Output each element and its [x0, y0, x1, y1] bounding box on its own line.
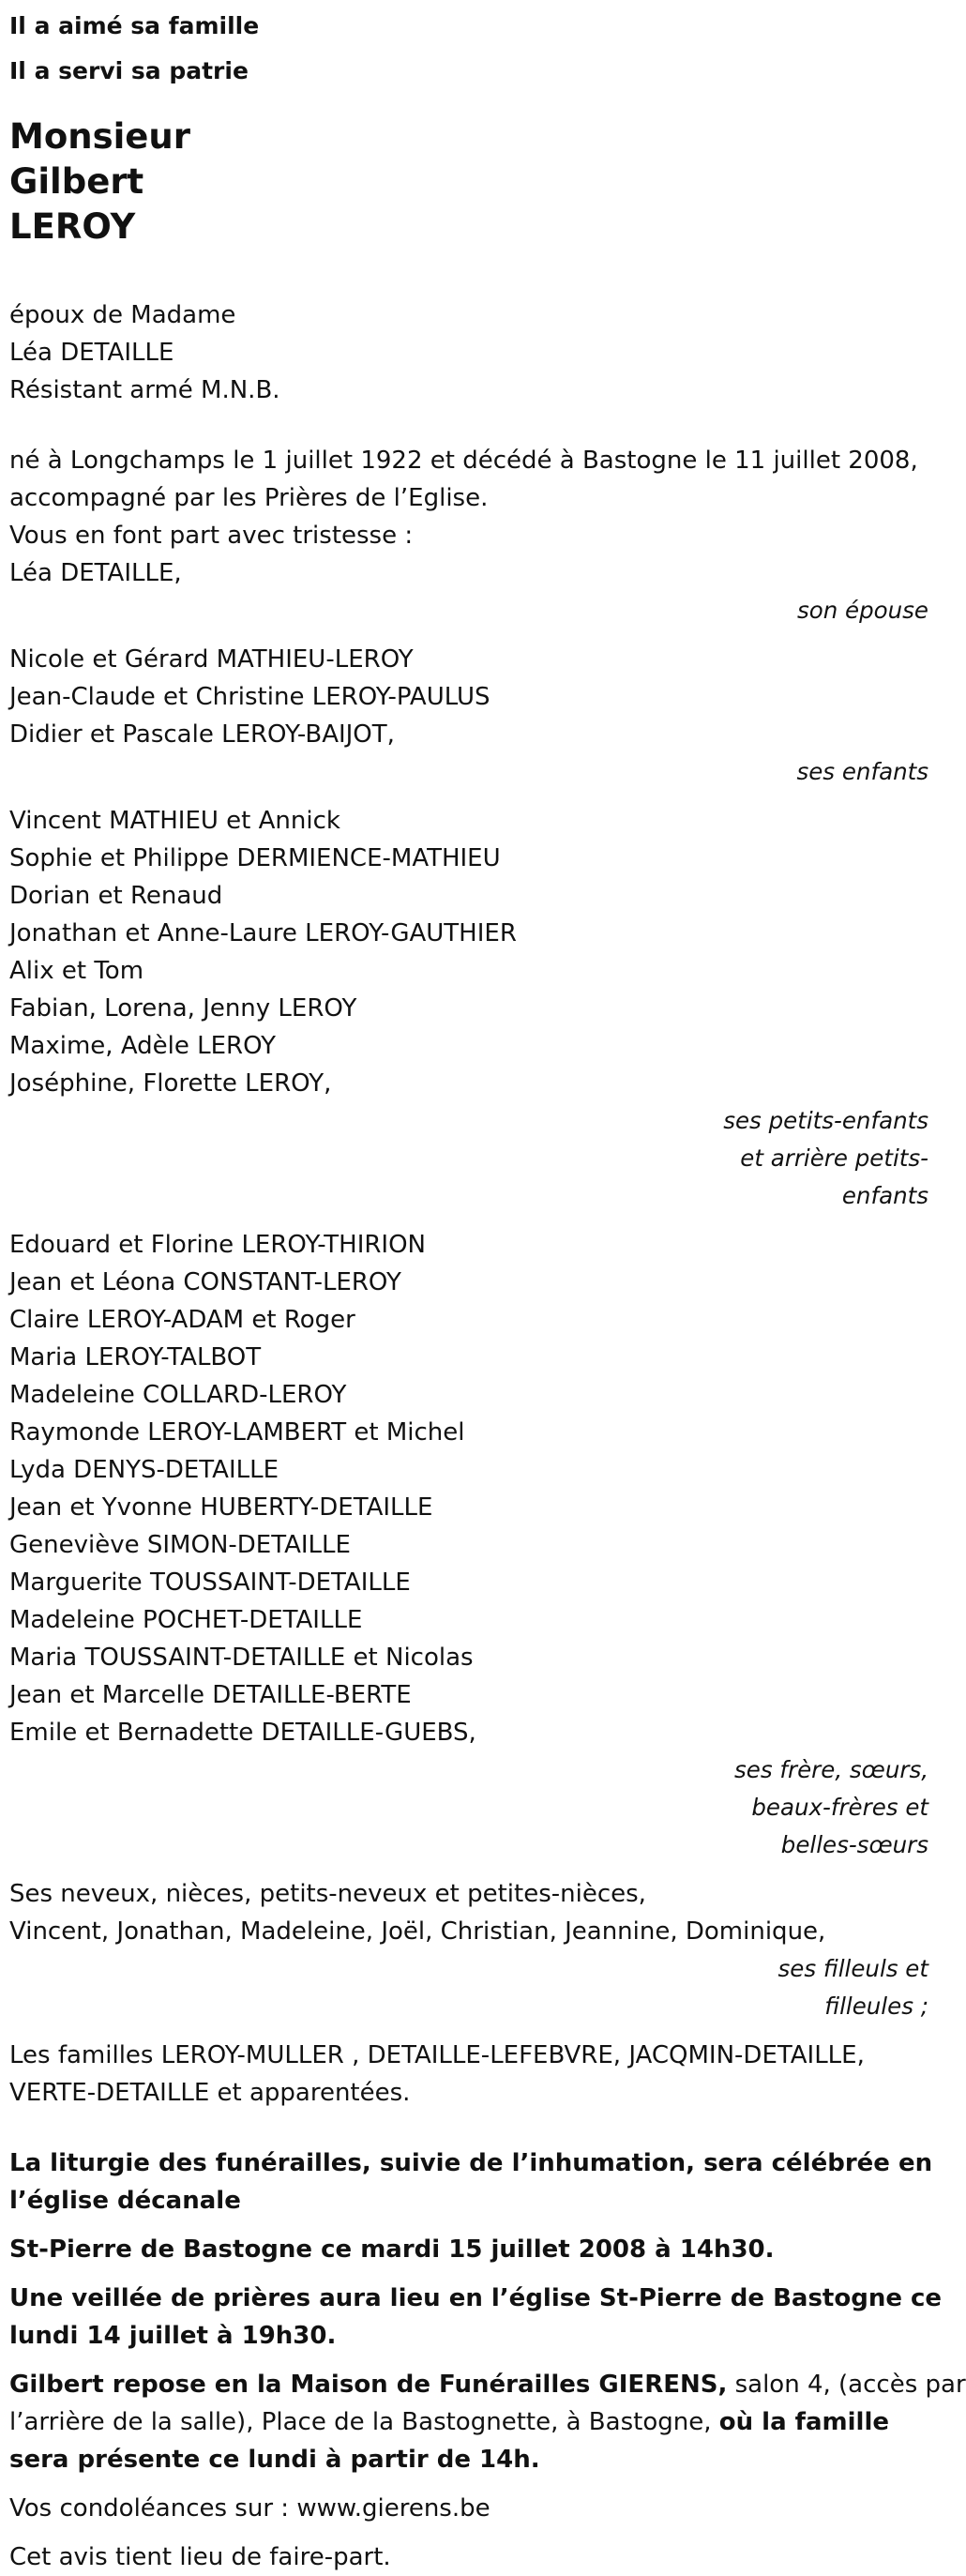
family-groups	[9, 554, 928, 2037]
obituary-content	[9, 0, 966, 2576]
extended-families	[9, 2037, 928, 2112]
deceased-details	[9, 296, 928, 409]
deceased-first-name: Gilbert	[9, 161, 144, 202]
announce-intro: Vous en font part avec tristesse :	[9, 522, 414, 550]
family-member-name: Jean et Marcelle DETAILLE-BERTE	[9, 1681, 412, 1709]
relationship-label	[9, 1102, 928, 1215]
family-member-name: Vincent, Jonathan, Madeleine, Joël, Christian, Jeannine, Dominique,	[9, 1917, 826, 1946]
deceased-title: Monsieur	[9, 116, 190, 157]
family-member-name: Jean et Yvonne HUBERTY-DETAILLE	[9, 1493, 433, 1522]
liturgy-line: l’église décanale	[9, 2187, 241, 2215]
birth-death-line: accompagné par les Prières de l’Eglise.	[9, 484, 489, 512]
family-member-name: Léa DETAILLE,	[9, 559, 182, 587]
family-member-name: Jonathan et Anne-Laure LEROY-GAUTHIER	[9, 919, 517, 947]
relationship-line: ses enfants	[796, 758, 928, 785]
family-member-name: Marguerite TOUSSAINT-DETAILLE	[9, 1568, 411, 1597]
family-member-name: Joséphine, Florette LEROY,	[9, 1069, 332, 1098]
repose-line: sera présente ce lundi à partir de 14h.	[9, 2446, 540, 2474]
family-member-name: Madeleine COLLARD-LEROY	[9, 1381, 347, 1409]
family-member-name: Vincent MATHIEU et Annick	[9, 807, 340, 835]
family-member-name: Alix et Tom	[9, 957, 144, 985]
relationship-line: enfants	[841, 1182, 928, 1209]
vigil-line: Une veillée de prières aura lieu en l’église St-Pierre de Bastogne ce	[9, 2284, 943, 2312]
family-member-name: Maria TOUSSAINT-DETAILLE et Nicolas	[9, 1644, 474, 1672]
condolences-link-text: Vos condoléances sur : www.gierens.be	[9, 2494, 491, 2523]
family-member-name: Madeleine POCHET-DETAILLE	[9, 1606, 363, 1634]
family-member-name: Sophie et Philippe DERMIENCE-MATHIEU	[9, 844, 501, 872]
funeral-location: St-Pierre de Bastogne ce mardi 15 juillet 2008 à 14h30.	[9, 2235, 775, 2264]
relationship-label	[9, 1950, 928, 2025]
relationship-line: filleules ;	[824, 1993, 928, 2020]
family-member-name: Raymonde LEROY-LAMBERT et Michel	[9, 1418, 465, 1447]
relationship-line: ses filleuls et	[777, 1955, 928, 1982]
group-names	[9, 1875, 928, 1950]
deceased-name	[9, 114, 928, 250]
family-member-name: Fabian, Lorena, Jenny LEROY	[9, 994, 357, 1023]
relationship-label	[9, 753, 928, 791]
liturgy-line: La liturgie des funérailles, suivie de l’inhumation, sera célébrée en	[9, 2149, 933, 2177]
repose-notice	[9, 2366, 966, 2478]
family-member-name: Edouard et Florine LEROY-THIRION	[9, 1231, 427, 1259]
birth-death-line: né à Longchamps le 1 juillet 1922 et décédé à Bastogne le 11 juillet 2008,	[9, 447, 918, 475]
family-member-name: Jean et Léona CONSTANT-LEROY	[9, 1268, 401, 1296]
repose-bold: où la famille	[718, 2408, 889, 2436]
families-line: VERTE-DETAILLE et apparentées.	[9, 2079, 411, 2107]
tagline-country: Il a servi sa patrie	[9, 57, 249, 84]
families-line: Les familles LEROY-MULLER , DETAILLE-LEFEBVRE, JACQMIN-DETAILLE,	[9, 2041, 865, 2069]
family-member-name: Geneviève SIMON-DETAILLE	[9, 1531, 351, 1559]
detail-line: Résistant armé M.N.B.	[9, 376, 280, 404]
family-member-name: Maria LEROY-TALBOT	[9, 1343, 262, 1371]
family-member-name: Dorian et Renaud	[9, 882, 223, 910]
tagline-family: Il a aimé sa famille	[9, 12, 260, 39]
family-member-name: Didier et Pascale LEROY-BAIJOT,	[9, 720, 395, 749]
family-member-name: Lyda DENYS-DETAILLE	[9, 1456, 279, 1484]
group-names	[9, 1226, 928, 1751]
relationship-line: son épouse	[796, 597, 928, 624]
repose-bold: Gilbert repose en la Maison de Funérailles GIERENS,	[9, 2371, 728, 2399]
deceased-last-name: LEROY	[9, 206, 136, 247]
family-member-name: Maxime, Adèle LEROY	[9, 1032, 277, 1060]
vigil-line: lundi 14 juillet à 19h30.	[9, 2322, 337, 2350]
repose-line	[9, 2403, 928, 2441]
relationship-line: et arrière petits-	[740, 1144, 928, 1172]
family-member-name: Jean-Claude et Christine LEROY-PAULUS	[9, 683, 491, 711]
notice-text: Cet avis tient lieu de faire-part.	[9, 2543, 391, 2571]
relationship-line: ses frère, sœurs,	[734, 1756, 928, 1783]
detail-line: époux de Madame	[9, 301, 236, 329]
group-names	[9, 802, 928, 1102]
family-member-name: Nicole et Gérard MATHIEU-LEROY	[9, 645, 414, 674]
repose-line	[9, 2366, 966, 2403]
funeral-liturgy	[9, 2144, 933, 2220]
family-member-name: Emile et Bernadette DETAILLE-GUEBS,	[9, 1719, 476, 1747]
birth-death-statement	[9, 442, 928, 517]
detail-line: Léa DETAILLE	[9, 339, 174, 367]
family-member-name: Claire LEROY-ADAM et Roger	[9, 1306, 355, 1334]
group-names	[9, 641, 928, 753]
repose-normal: salon 4, (accès par	[727, 2371, 966, 2399]
vigil-notice	[9, 2280, 943, 2355]
repose-normal: l’arrière de la salle), Place de la Bastognette, à Bastogne,	[9, 2408, 719, 2436]
relationship-label	[9, 1751, 928, 1864]
relationship-line: ses petits-enfants	[723, 1107, 928, 1134]
relationship-line: beaux-frères et	[751, 1794, 928, 1821]
relationship-label	[9, 592, 928, 629]
group-names	[9, 554, 928, 592]
family-member-name: Ses neveux, nièces, petits-neveux et petites-nièces,	[9, 1880, 646, 1908]
relationship-line: belles-sœurs	[780, 1831, 928, 1858]
